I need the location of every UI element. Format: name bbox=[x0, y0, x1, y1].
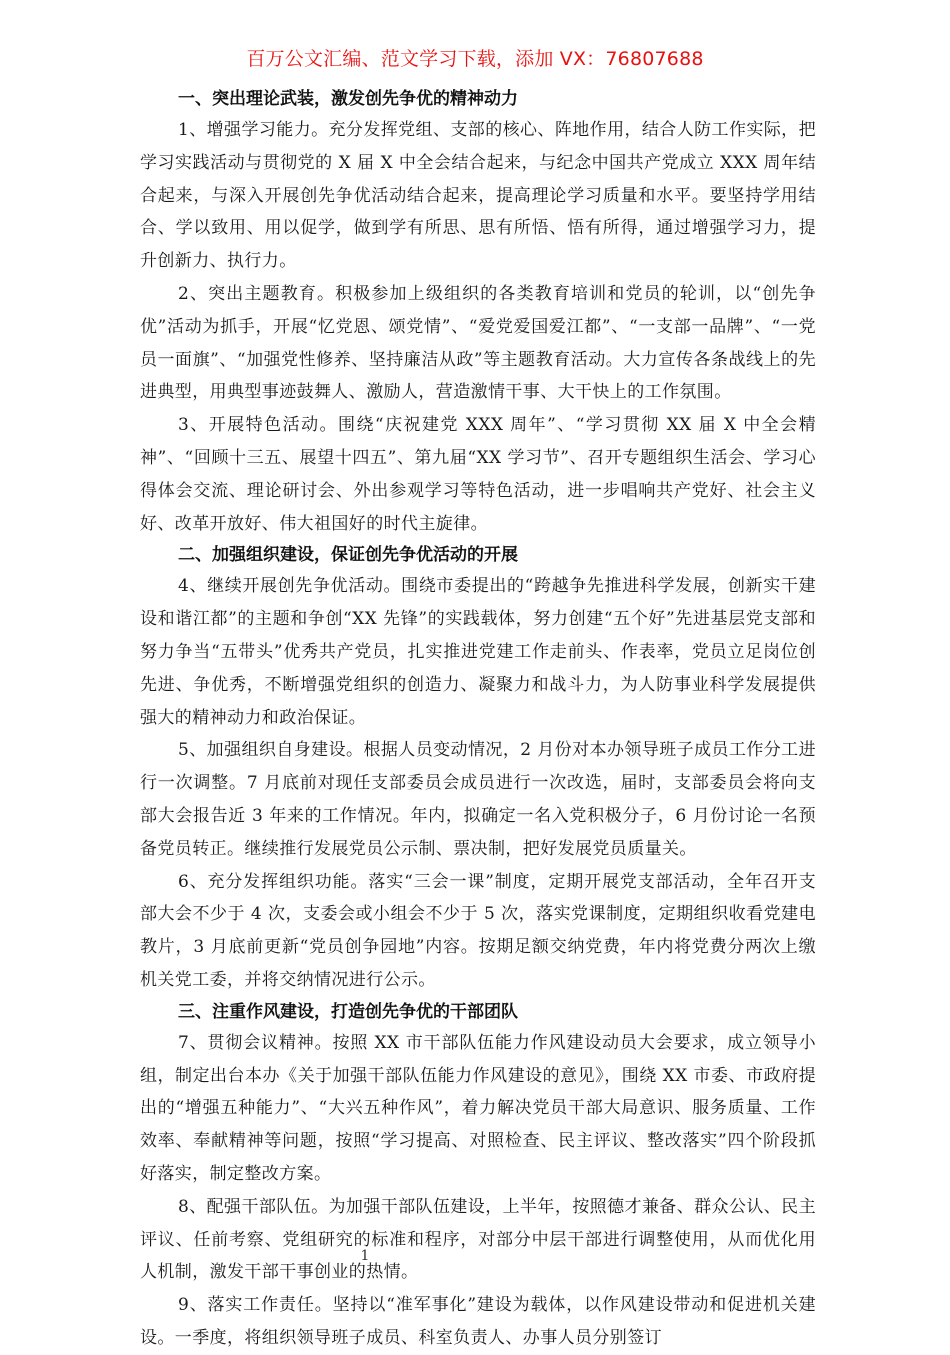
paragraph: 5、加强组织自身建设。根据人员变动情况，2 月份对本办领导班子成员工作分工进行一次调整。7 月底前对现任支部委员会成员进行一次改选，届时，支部委员会将向支部大会报告近 3 年来的工作情况。年内，拟确定一名入党积极分子，6 月份讨论一名预备党员转正。继续推行发展党员公示制、票决制，把好发展党员质量关。 bbox=[140, 740, 816, 859]
paragraph: 9、落实工作责任。坚持以“准军事化”建设为载体，以作风建设带动和促进机关建设。一季度，将组织领导班子成员、科室负责人、办事人员分别签订 bbox=[140, 1295, 816, 1348]
paragraph: 4、继续开展创先争优活动。围绕市委提出的“跨越争先推进科学发展，创新实干建设和谐江都”的主题和争创“XX 先锋”的实践载体，努力创建“五个好”先进基层党支部和努力争当“五带头”优秀共产党员，扎实推进党建工作走前头、作表率，党员立足岗位创先进、争优秀，不断增强党组织的创造力、凝聚力和战斗力，为人防事业科学发展提供强大的精神动力和政治保证。 bbox=[140, 576, 816, 728]
paragraph: 2、突出主题教育。积极参加上级组织的各类教育培训和党员的轮训，以“创先争优”活动为抓手，开展“忆党恩、颂党情”、“爱党爱国爱江都”、“一支部一品牌”、“一党员一面旗”、“加强党性修养、坚持廉洁从政”等主题教育活动。大力宣传各条战线上的先进典型，用典型事迹鼓舞人、激励人，营造激情干事、大干快上的工作氛围。 bbox=[140, 283, 816, 403]
section-heading: 三、注重作风建设，打造创先争优的干部团队 bbox=[178, 1001, 518, 1022]
section-heading: 一、突出理论武装，激发创先争优的精神动力 bbox=[178, 89, 518, 109]
paragraph: 1、增强学习能力。充分发挥党组、支部的核心、阵地作用，结合人防工作实际，把学习实践活动与贯彻党的 X 届 X 中全会结合起来，与纪念中国共产党成立 XXX 周年结合起来，与深入开展创先争优活动结合起来，提高理论学习质量和水平。要坚持学用结合、学以致用、用以促学，做到学有所思、思有所悟、悟有所得，通过增强学习力，提升创新力、执行力。 bbox=[140, 120, 816, 272]
paragraph: 3、开展特色活动。围绕“庆祝建党 XXX 周年”、“学习贯彻 XX 届 X 中全会精神”、“回顾十三五、展望十四五”、第九届“XX 学习节”、召开专题组织生活会、学习心得体会交流、理论研讨会、外出参观学习等特色活动，进一步唱响共产党好、社会主义好、改革开放好、伟大祖国好的时代主旋律。 bbox=[140, 415, 816, 534]
paragraph: 6、充分发挥组织功能。落实“三会一课”制度，定期开展党支部活动，全年召开支部大会不少于 4 次，支委会或小组会不少于 5 次，落实党课制度，定期组织收看党建电教片，3 月底前更新“党员创争园地”内容。按期足额交纳党费，年内将党费分两次上缴机关党工委，并将交纳情况进行公示。 bbox=[140, 871, 816, 990]
document-body bbox=[140, 84, 816, 1355]
page-number: 1 bbox=[360, 1248, 370, 1264]
paragraph: 7、贯彻会议精神。按照 XX 市干部队伍能力作风建设动员大会要求，成立领导小组，制定出台本办《关于加强干部队伍能力作风建设的意见》，围绕 XX 市委、市政府提出的“增强五种能力”、“大兴五种作风”，着力解决党员干部大局意识、服务质量、工作效率、奉献精神等问题，按照“学习提高、对照检查、民主评议、整改落实”四个阶段抓好落实，制定整改方案。 bbox=[140, 1032, 816, 1184]
paragraph: 8、配强干部队伍。为加强干部队伍建设，上半年，按照德才兼备、群众公认、民主评议、任前考察、党组研究的标准和程序，对部分中层干部进行调整使用，从而优化用人机制，激发干部干事创业的热情。 bbox=[140, 1196, 816, 1283]
section-heading: 二、加强组织建设，保证创先争优活动的开展 bbox=[178, 545, 518, 566]
promo-banner: 百万公文汇编、范文学习下载，添加 VX：76807688 bbox=[246, 48, 704, 70]
